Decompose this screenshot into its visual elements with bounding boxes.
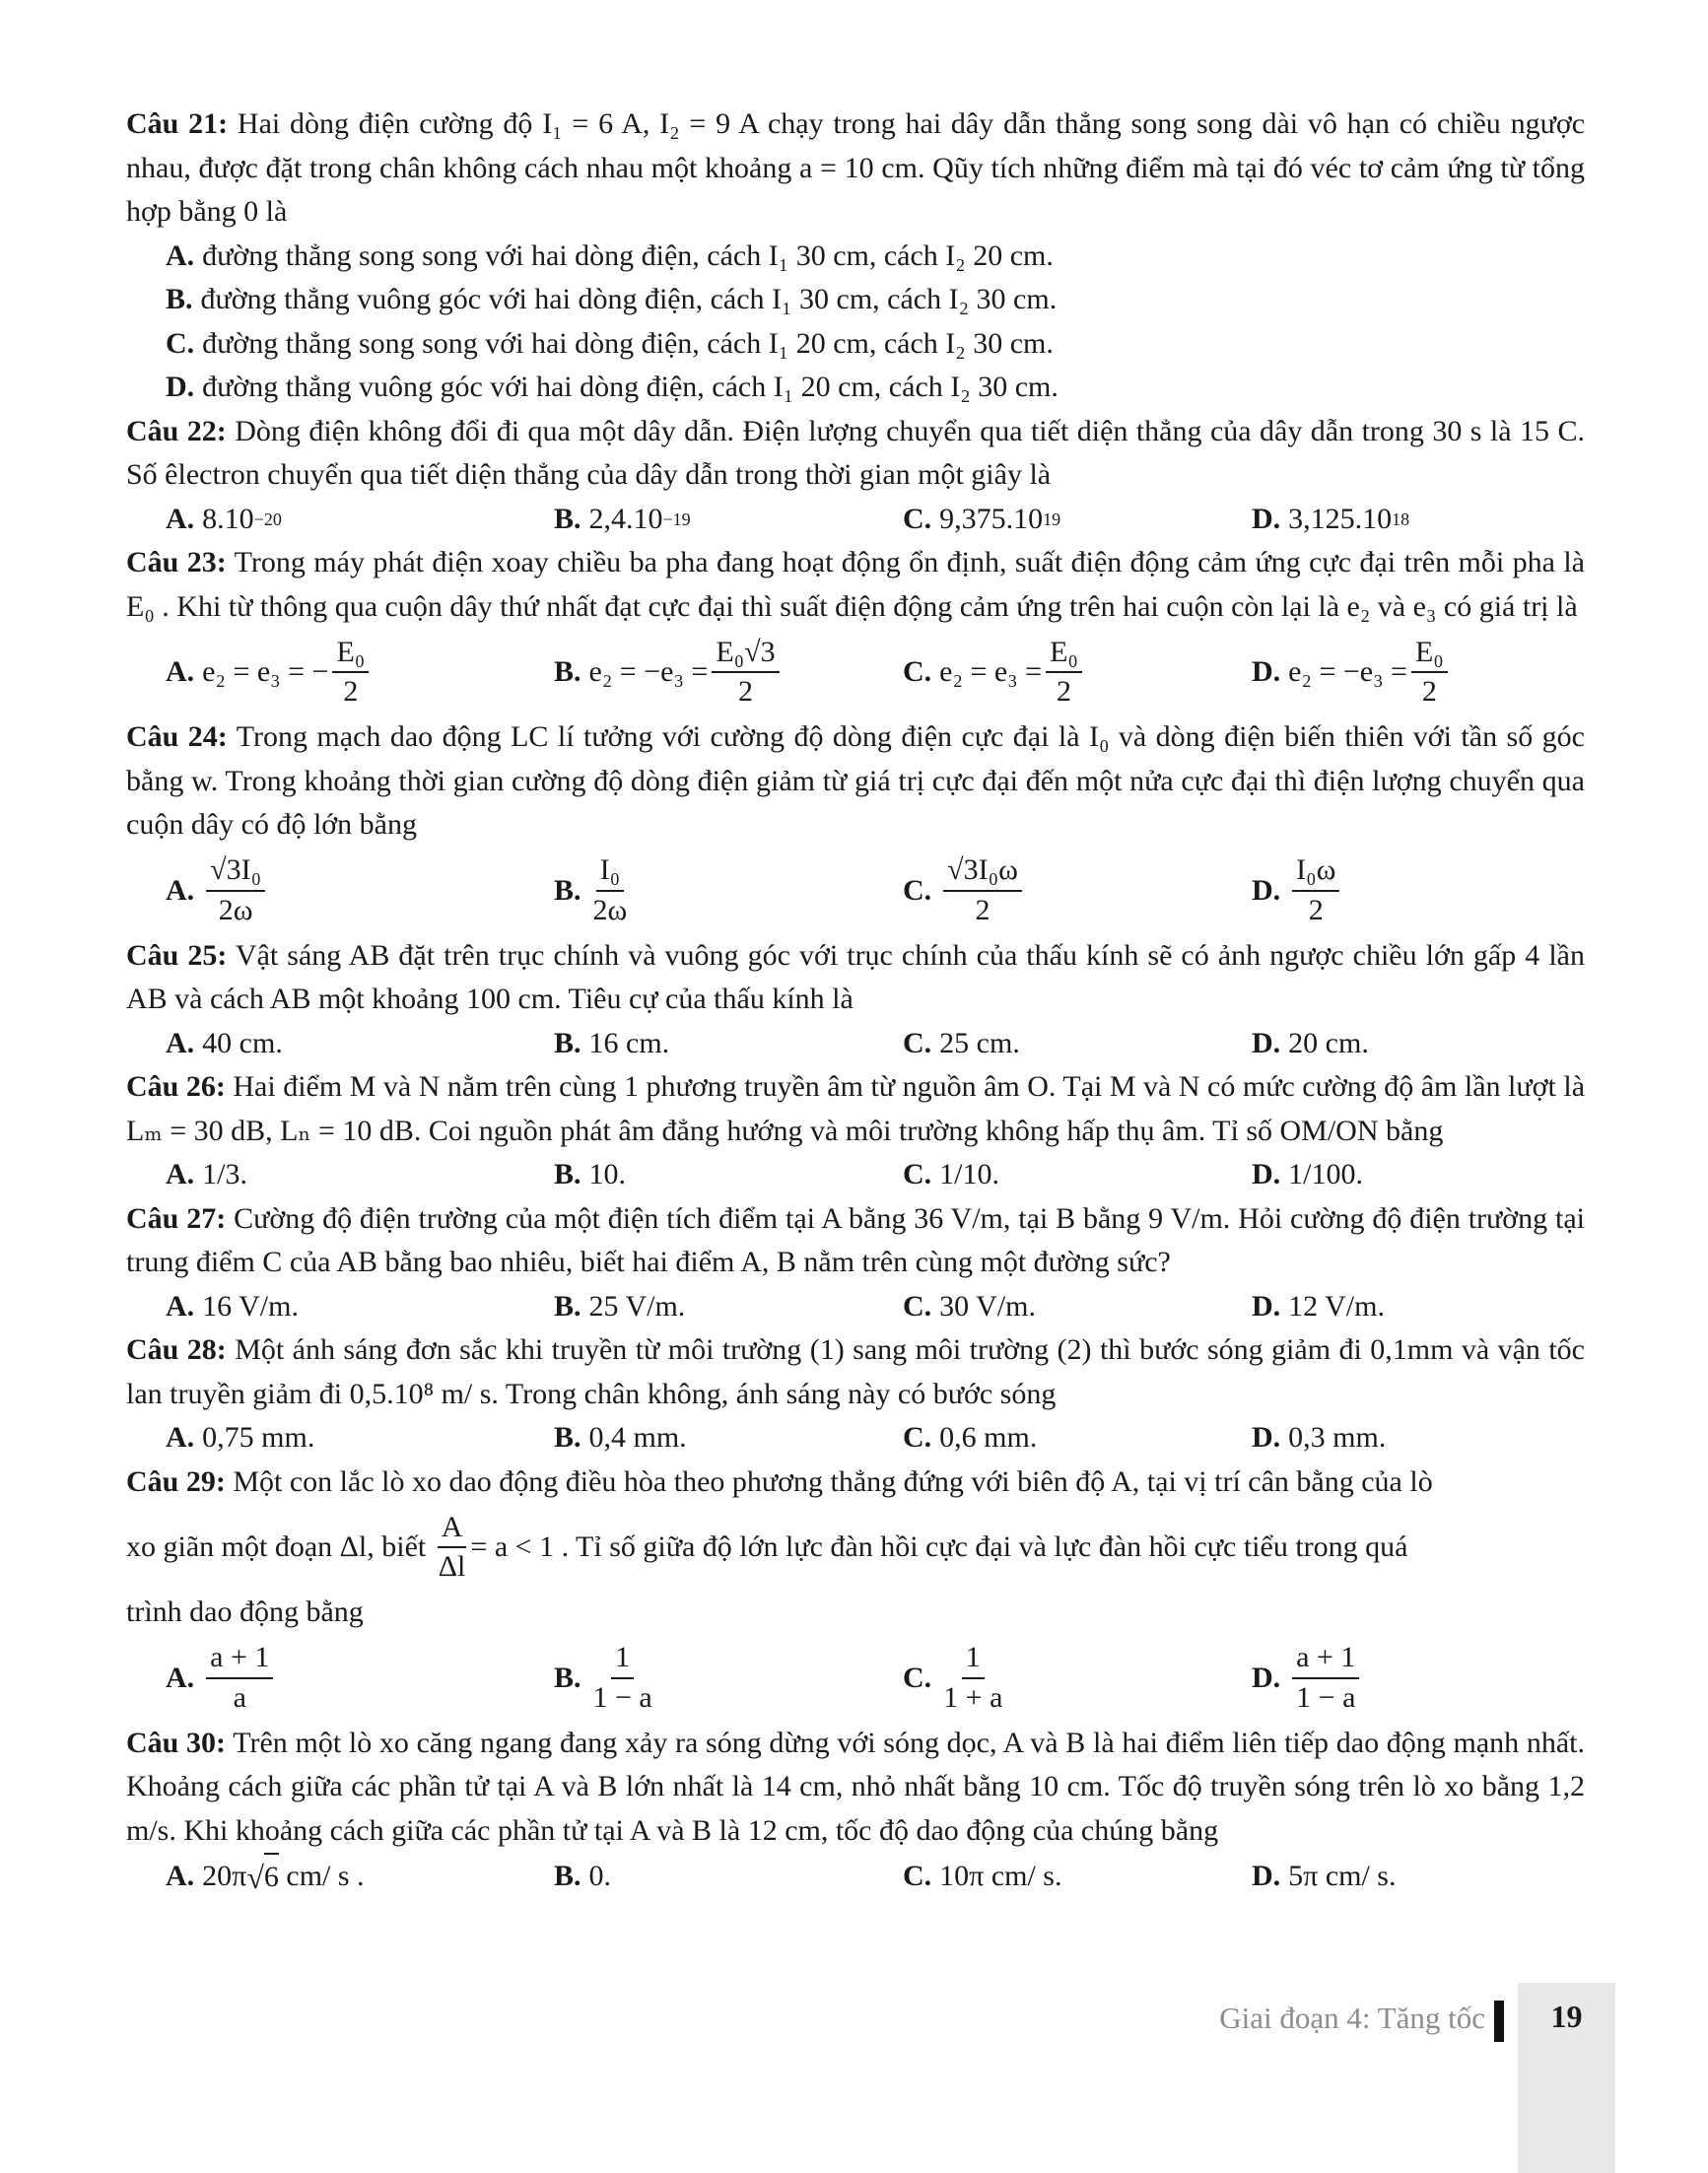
fraction: $\frac{\text{E₀}}{2}$ <box>332 636 369 710</box>
option-row <box>126 1853 1585 1900</box>
option-a[interactable]: A. 40 cm. <box>166 1026 283 1059</box>
fraction: $\frac{a + 1}{1 - a}$ <box>1292 1641 1359 1715</box>
question-30 <box>126 1722 1585 1854</box>
question-28 <box>126 1328 1585 1416</box>
option-a[interactable]: A. 1/3. <box>166 1158 248 1190</box>
question-24 <box>126 715 1585 848</box>
option-a[interactable]: A. 20π √ 6 cm/ s . <box>126 1853 514 1900</box>
question-list <box>126 102 1585 1900</box>
fraction: $\frac{A}{\Delta l}$ <box>438 1510 466 1583</box>
question-25 <box>126 934 1585 1022</box>
question-stem: Trên một lò xo căng ngang đang xảy ra sóng dừng với sóng dọc, A và B là hai điểm liên tiếp dao động mạnh nhất. Khoảng cách giữa các phần tử tại A và B lớn nhất là 14 cm, nhỏ nhất bằng 10 cm. Tốc độ truyền sóng trên lò xo bằng 1,2 m/s. Khi khoảng cách giữa các phần tử tại A và B là 12 cm, tốc độ dao động của chúng bằng <box>126 1726 1585 1847</box>
option-row <box>126 498 1585 542</box>
option-b[interactable]: B. 2,4.10 −19 <box>554 502 691 535</box>
option-b[interactable]: B. $\frac{1}{1 - a}$ <box>554 1641 652 1714</box>
option-a[interactable]: A. đường thẳng song song với hai dòng điện, cách I₁ 30 cm, cách I₂ 20 cm. <box>166 238 1054 272</box>
question-stem: Vật sáng AB đặt trên trục chính và vuông góc với trục chính của thấu kính sẽ có ảnh ngược chiều lớn gấp 4 lần AB và cách AB một khoảng 100 cm. Tiêu cự của thấu kính là <box>126 938 1585 1015</box>
square-root: √ 6 <box>246 1853 279 1900</box>
option-row <box>126 366 1585 410</box>
option-row <box>126 1022 1585 1066</box>
option-a[interactable]: A. $\frac{\text{√3I₀}}{2\omega}$ <box>126 853 514 927</box>
option-c[interactable]: C. e₂ = e₃ = $\frac{\text{E₀}}{2}$ <box>863 636 1212 710</box>
question-number: Câu 27: <box>126 1201 227 1235</box>
question-stem: Một con lắc lò xo dao động điều hòa theo phương thẳng đứng với biên độ A, tại vị trí cân bằng của lò <box>233 1464 1433 1498</box>
question-number: Câu 26: <box>126 1070 226 1103</box>
option-c[interactable]: C. 30 V/m. <box>903 1289 1036 1323</box>
option-d[interactable]: D. 5π cm/ s. <box>1252 1859 1397 1892</box>
option-b[interactable]: B. đường thẳng vuông góc với hai dòng điện, cách I₁ 30 cm, cách I₂ 30 cm. <box>166 283 1058 315</box>
question-stem: Hai điểm M và N nằm trên cùng 1 phương truyền âm từ nguồn âm O. Tại M và N có mức cường độ âm lần lượt là Lₘ = 30 dB, Lₙ = 10 dB. Coi nguồn phát âm đẳng hướng và môi trường không hấp thụ âm. Tỉ số OM/ON bằng <box>126 1070 1586 1147</box>
option-c[interactable]: C. 9,375.10 19 <box>903 502 1061 535</box>
option-row <box>126 629 1585 715</box>
question-number: Câu 28: <box>126 1333 227 1366</box>
question-number: Câu 25: <box>126 938 228 972</box>
option-c[interactable]: C. 0,6 mm. <box>903 1421 1038 1454</box>
option-b[interactable]: B. 0. <box>554 1859 612 1892</box>
question-29 <box>126 1460 1585 1635</box>
question-number: Câu 22: <box>126 414 227 447</box>
option-b[interactable]: B. 25 V/m. <box>554 1289 686 1323</box>
option-b[interactable]: B. e₂ = −e₃ = $\frac{\text{E₀√3}}{2}$ <box>514 636 863 710</box>
fraction: $\frac{\text{E₀}}{2}$ <box>1411 636 1448 710</box>
option-d[interactable]: D. đường thẳng vuông góc với hai dòng điện, cách I₁ 20 cm, cách I₂ 30 cm. <box>166 371 1059 403</box>
option-row <box>126 1153 1585 1197</box>
fraction: $\frac{\text{E₀√3}}{2}$ <box>712 636 779 710</box>
option-row <box>126 322 1585 367</box>
fraction: $\frac{a + 1}{a}$ <box>206 1641 273 1715</box>
option-c[interactable]: C. 1/10. <box>903 1158 1000 1190</box>
option-d[interactable]: D. 1/100. <box>1252 1158 1364 1190</box>
option-a[interactable]: A. $\frac{a + 1}{a}$ <box>126 1641 514 1715</box>
question-stem-line: xo giãn một đoạn Δl, biết $\frac{A}{\Delta l}$ = a < 1 . Tỉ số giữa độ lớn lực đàn hồi cực đại và lực đàn hồi cực tiểu trong quá <box>126 1510 1408 1583</box>
option-row <box>126 278 1585 322</box>
option-d[interactable]: D. 12 V/m. <box>1252 1289 1385 1323</box>
question-stem: Hai dòng điện cường độ I₁ = 6 A, I₂ = 9 A chạy trong hai dây dẫn thẳng song song dài vô hạn có chiều ngược nhau, được đặt trong chân không cách nhau một khoảng a = 10 cm. Qũy tích những điểm mà tại đó véc tơ cảm ứng từ tổng hợp bằng 0 là <box>126 107 1586 228</box>
option-c[interactable]: C. $\frac{\text{√3I₀ω}}{2}$ <box>863 853 1212 927</box>
fraction: $\frac{\text{√3I₀ω}}{2}$ <box>943 853 1022 927</box>
question-23 <box>126 541 1585 629</box>
question-stem: Trong máy phát điện xoay chiều ba pha đang hoạt động ổn định, suất điện động cảm ứng cực đại trên mỗi pha là E₀ . Khi từ thông qua cuộn dây thứ nhất đạt cực đại thì suất điện động cảm ứng trên hai cuộn còn lại là e₂ và e₃ có giá trị là <box>126 546 1585 623</box>
option-d[interactable]: D. e₂ = −e₃ = $\frac{\text{E₀}}{2}$ <box>1212 636 1561 710</box>
option-c[interactable]: C. đường thẳng song song với hai dòng điện, cách I₁ 20 cm, cách I₂ 30 cm. <box>166 326 1054 360</box>
question-27 <box>126 1197 1585 1285</box>
fraction: $\frac{\text{E₀}}{2}$ <box>1046 636 1082 710</box>
option-row <box>126 235 1585 279</box>
question-number: Câu 21: <box>126 107 229 140</box>
option-a[interactable]: A. 16 V/m. <box>166 1289 299 1323</box>
fraction: $\frac{1}{1 - a}$ <box>592 1641 652 1714</box>
question-stem: Một ánh sáng đơn sắc khi truyền từ môi trường (1) sang môi trường (2) thì bước sóng giảm đi 0,1mm và vận tốc lan truyền giảm đi 0,5.10⁸ m/ s. Trong chân không, ánh sáng này có bước sóng <box>126 1333 1585 1410</box>
question-stem: Cường độ điện trường của một điện tích điểm tại A bằng 36 V/m, tại B bằng 9 V/m. Hỏi cường độ điện trường tại trung điểm C của AB bằng bao nhiêu, biết hai điểm A, B nằm trên cùng một đường sức? <box>126 1201 1586 1278</box>
option-d[interactable]: D. 0,3 mm. <box>1252 1421 1387 1454</box>
question-22 <box>126 410 1585 498</box>
question-number: Câu 29: <box>126 1464 226 1498</box>
fraction: $\frac{\text{I₀}}{2\omega}$ <box>592 853 628 926</box>
option-d[interactable]: D. $\frac{\text{I₀ω}}{2}$ <box>1212 853 1561 927</box>
fraction: $\frac{\text{√3I₀}}{2\omega}$ <box>206 853 265 927</box>
option-d[interactable]: D. 20 cm. <box>1252 1026 1369 1059</box>
question-26 <box>126 1065 1585 1153</box>
footer-section-title: Giai đoạn 4: Tăng tốc <box>1219 2001 1485 2035</box>
option-b[interactable]: B. 10. <box>554 1158 627 1190</box>
question-number: Câu 30: <box>126 1726 227 1759</box>
question-stem: Dòng điện không đổi đi qua một dây dẫn. Điện lượng chuyển qua tiết diện thẳng của dây dẫn trong 30 s là 15 C. Số êlectron chuyển qua tiết diện thẳng của dây dẫn trong thời gian một giây là <box>126 414 1585 491</box>
option-d[interactable]: D. $\frac{a + 1}{1 - a}$ <box>1212 1641 1561 1715</box>
option-row <box>126 1416 1585 1460</box>
footer-divider <box>1494 2001 1504 2042</box>
option-b[interactable]: B. $\frac{\text{I₀}}{2\omega}$ <box>554 853 628 926</box>
question-number: Câu 23: <box>126 546 227 578</box>
option-b[interactable]: B. 16 cm. <box>554 1026 670 1059</box>
question-number: Câu 24: <box>126 720 228 753</box>
option-a[interactable]: A. e₂ = e₃ = − $\frac{\text{E₀}}{2}$ <box>126 636 514 710</box>
question-21 <box>126 102 1585 235</box>
page-number: 19 <box>1550 1999 1583 2034</box>
option-c[interactable]: C. 25 cm. <box>903 1026 1020 1059</box>
option-row <box>126 848 1585 934</box>
option-a[interactable]: A. 0,75 mm. <box>166 1421 315 1454</box>
question-stem: Trong mạch dao động LC lí tưởng với cường độ dòng điện cực đại là I₀ và dòng điện biến thiên với tần số góc bằng w. Trong khoảng thời gian cường độ dòng điện giảm từ giá trị cực đại đến một nửa cực đại thì điện lượng chuyển qua cuộn dây có độ lớn bằng <box>126 720 1585 841</box>
option-a[interactable]: A. 8.10 −20 <box>166 502 282 535</box>
fraction: $\frac{\text{I₀ω}}{2}$ <box>1292 853 1339 927</box>
question-stem-line: trình dao động bằng <box>126 1596 364 1628</box>
option-c[interactable]: C. 10π cm/ s. <box>903 1859 1062 1892</box>
option-d[interactable]: D. 3,125.10 18 <box>1252 502 1410 535</box>
option-c[interactable]: C. $\frac{1}{1 + a}$ <box>903 1641 1003 1714</box>
option-row <box>126 1285 1585 1329</box>
option-row <box>126 1635 1585 1722</box>
option-b[interactable]: B. 0,4 mm. <box>554 1421 687 1454</box>
fraction: $\frac{1}{1 + a}$ <box>943 1641 1003 1714</box>
